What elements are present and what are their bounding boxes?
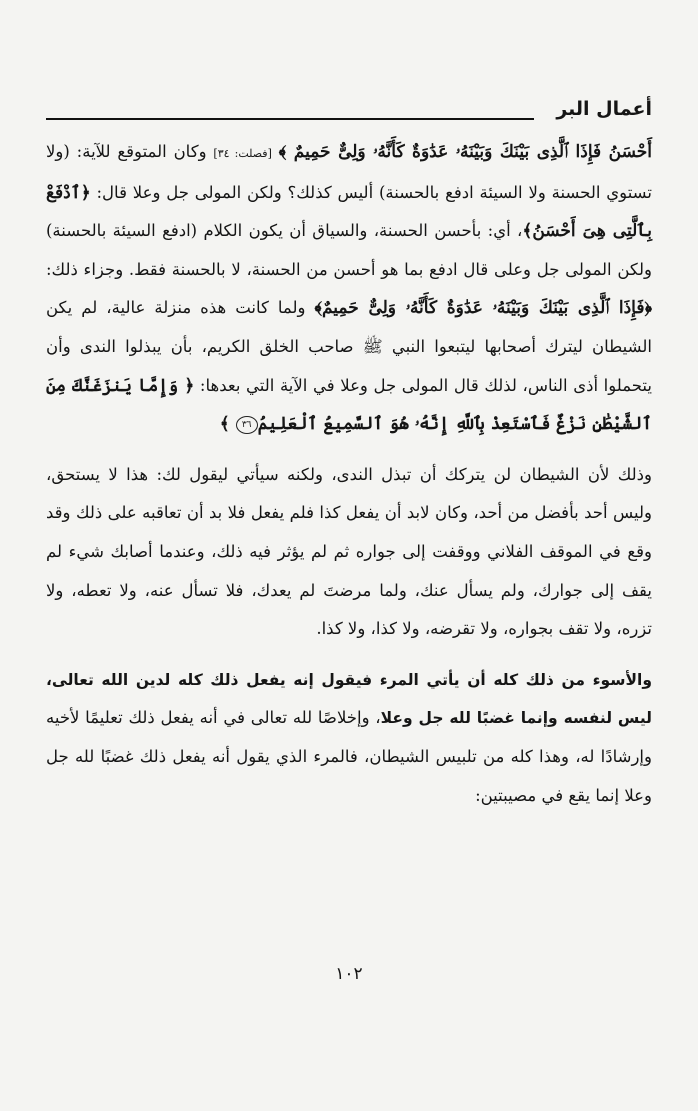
book-title: أعمال البر	[556, 98, 652, 120]
quran-verse: ﴿ وَإِمَّا يَنزَغَنَّكَ مِنَ ٱلشَّيْطَٰنِ نَزْغٌ فَٱسْتَعِذْ بِٱللَّهِ إِنَّهُۥ هُوَ ٱلسَّمِيعُ ٱلْعَلِيمُ	[46, 375, 652, 435]
paragraph-text: ، أي: بأحسن الحسنة، والسياق أن يكون الكلام (ادفع السيئة بالحسنة) ولكن المولى جل وعلى قال ادفع بما هو أحسن من الحسنة، لا بالحسنة فقط. وجزاء ذلك:	[46, 221, 652, 279]
quran-verse: ﴿ٱدْفَعْ بِٱلَّتِى هِىَ أَحْسَنُ﴾	[46, 182, 652, 242]
paragraph-text: ، وإخلاصًا لله تعالى في أنه يفعل ذلك تعليمًا لأخيه وإرشادًا له، وهذا كله من تلبيس الشيطان، فالمرء الذي يقول أنه يفعل ذلك غضبًا لله جل وعلا إنما يقع في مصيبتين:	[46, 708, 652, 805]
page-number: ١٠٢	[335, 964, 363, 984]
header-rule	[46, 118, 534, 120]
paragraph-3	[46, 661, 652, 815]
emphasized-text: والأسوء من ذلك كله أن يأتي المرء فيقول إنه يفعل ذلك كله لدين الله تعالى، ليس لنفسه وإنما غضبًا لله جل وعلا	[46, 670, 652, 728]
quran-verse: ﴿فَإِذَا ٱلَّذِى بَيْنَكَ وَبَيْنَهُۥ عَدَٰوَةٌ كَأَنَّهُۥ وَلِىٌّ حَمِيمٌ﴾	[314, 298, 652, 319]
paragraph-text: وكان المتوقع للآية: (ولا تستوي الحسنة ولا السيئة ادفع بالحسنة) أليس كذلك؟ ولكن المولى جل وعلا قال:	[46, 142, 652, 202]
ayah-number-marker: ٣٦	[236, 416, 258, 434]
quran-verse: أَحْسَنُ فَإِذَا ٱلَّذِى بَيْنَكَ وَبَيْنَهُۥ عَدَٰوَةٌ كَأَنَّهُۥ وَلِىٌّ حَمِيمٌ ﴾	[278, 142, 652, 162]
verse-citation: [فصلت: ٣٤]	[213, 147, 272, 160]
paragraph-text: ولما كانت هذه منزلة عالية، لم يكن الشيطان ليترك أصحابها ليتبعوا النبي ﷺ صاحب الخلق الكريم، بأن يبذلوا الندى وأن يتحملوا أذى الناس، لذلك قال المولى جل وعلا في الآية التي بعدها:	[46, 298, 653, 395]
paragraph-1	[46, 133, 652, 444]
quran-verse-close: ﴾	[219, 414, 236, 435]
paragraph-2: وذلك لأن الشيطان لن يتركك أن تبذل الندى، ولكنه سيأتي ليقول لك: هذا لا يستحق، وليس أحد بأفضل من أحد، وكان لابد أن يفعل كذا فلم يفعل فلا بد أن تعاقبه على ذلك وقد وقع في الموقف الفلاني ووقفت إلى جواره ثم لم يؤثر فيه ذلك، وعندما أصابك شيء لم يقف إلى جوارك، ولم يسأل عنك، ولما مرضتَ لم يعدك، فلا تسأل عنه، ولا تعطه، ولا تزره، ولا تقف بجواره، ولا تقرضه، ولا كذا، ولا كذا.	[46, 464, 652, 639]
running-header	[46, 96, 652, 130]
page-body	[46, 133, 652, 815]
